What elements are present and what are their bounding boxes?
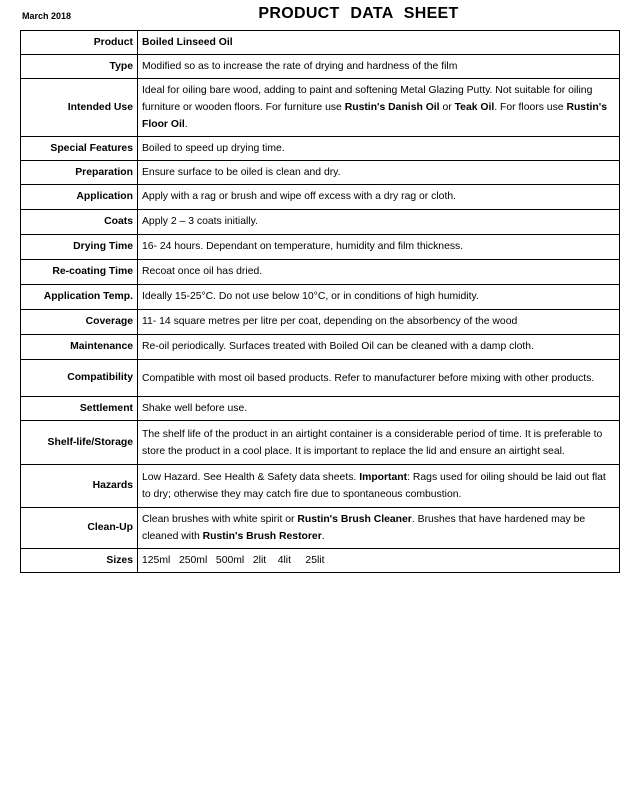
application-temp-label: Application Temp. [21, 285, 138, 310]
hazards-bold-1: Important [359, 472, 408, 483]
blank-page-area [0, 600, 643, 800]
row-recoating-time [21, 260, 620, 285]
preparation-label: Preparation [21, 161, 138, 185]
special-features-label: Special Features [21, 137, 138, 161]
cleanup-text-3: . [321, 531, 325, 542]
coats-label: Coats [21, 210, 138, 235]
drying-time-value: 16- 24 hours. Dependant on temperature, humidity and film thickness. [138, 235, 620, 260]
maintenance-value: Re-oil periodically. Surfaces treated with Boiled Oil can be cleaned with a damp cloth. [138, 335, 620, 360]
hazards-text-1: Low Hazard. See Health & Safety data sheets. [142, 472, 360, 483]
intended-use-text-4: . [184, 119, 188, 130]
hazards-text-2: : Rags used for oiling should be laid out flat to dry; otherwise they may catch fire due to spontaneous combustion. [142, 472, 606, 500]
intended-use-text-1: Ideal for oiling bare wood, adding to paint and softening Metal Glazing Putty. Not suitable for oiling furniture or wooden floors. For furniture use [142, 85, 593, 113]
hazards-label: Hazards [21, 465, 138, 508]
cleanup-value [138, 508, 620, 549]
row-coats [21, 210, 620, 235]
row-compatibility [21, 360, 620, 397]
maintenance-label: Maintenance [21, 335, 138, 360]
type-value: Modified so as to increase the rate of drying and hardness of the film [138, 55, 620, 79]
row-shelf-life [21, 421, 620, 465]
intended-use-value [138, 79, 620, 137]
intended-use-bold-2: Teak Oil [454, 102, 495, 113]
drying-time-label: Drying Time [21, 235, 138, 260]
cleanup-label: Clean-Up [21, 508, 138, 549]
type-label: Type [21, 55, 138, 79]
recoating-time-label: Re-coating Time [21, 260, 138, 285]
row-coverage [21, 310, 620, 335]
row-cleanup [21, 508, 620, 549]
row-preparation [21, 161, 620, 185]
cleanup-text-2: . Brushes that have hardened may be cleaned with [142, 514, 586, 542]
cleanup-text-1: Clean brushes with white spirit or [142, 514, 298, 525]
preparation-value: Ensure surface to be oiled is clean and dry. [138, 161, 620, 185]
intended-use-text-3: . For floors use [494, 102, 567, 113]
settlement-label: Settlement [21, 397, 138, 421]
row-application-temp [21, 285, 620, 310]
row-intended-use [21, 79, 620, 137]
intended-use-label: Intended Use [21, 79, 138, 137]
row-type [21, 55, 620, 79]
cleanup-bold-2: Rustin's Brush Restorer [202, 531, 322, 542]
coats-value: Apply 2 – 3 coats initially. [138, 210, 620, 235]
cleanup-bold-1: Rustin's Brush Cleaner [297, 514, 412, 525]
shelf-life-label: Shelf-life/Storage [21, 421, 138, 465]
special-features-value: Boiled to speed up drying time. [138, 137, 620, 161]
hazards-value [138, 465, 620, 508]
page-title-text: PRODUCT DATA SHEET [258, 5, 459, 22]
row-settlement [21, 397, 620, 421]
application-label: Application [21, 185, 138, 210]
row-sizes [21, 549, 620, 573]
settlement-value: Shake well before use. [138, 397, 620, 421]
row-product [21, 31, 620, 55]
product-data-table [20, 30, 620, 573]
application-temp-value: Ideally 15-25°C. Do not use below 10°C, or in conditions of high humidity. [138, 285, 620, 310]
shelf-life-value: The shelf life of the product in an airtight container is a considerable period of time. It is preferable to store the product in a cool place. It is important to replace the lid and ensure an airtight seal. [138, 421, 620, 465]
coverage-value: 11- 14 square metres per litre per coat, depending on the absorbency of the wood [138, 310, 620, 335]
recoating-time-value: Recoat once oil has dried. [138, 260, 620, 285]
row-maintenance [21, 335, 620, 360]
coverage-label: Coverage [21, 310, 138, 335]
intended-use-bold-1: Rustin's Danish Oil [344, 102, 440, 113]
row-special-features [21, 137, 620, 161]
document-date: March 2018 [22, 11, 72, 21]
row-drying-time [21, 235, 620, 260]
row-hazards [21, 465, 620, 508]
compatibility-value: Compatible with most oil based products. Refer to manufacturer before mixing with other products. [138, 360, 620, 397]
sizes-value: 125ml 250ml 500ml 2lit 4lit 25lit [138, 549, 620, 573]
row-application [21, 185, 620, 210]
product-value: Boiled Linseed Oil [138, 31, 620, 55]
compatibility-label: Compatibility [21, 360, 138, 397]
product-label: Product [21, 31, 138, 55]
sizes-label: Sizes [21, 549, 138, 573]
intended-use-text-2: or [439, 102, 455, 113]
intended-use-bold-3: Rustin's Floor Oil [142, 102, 608, 130]
application-value: Apply with a rag or brush and wipe off excess with a dry rag or cloth. [138, 185, 620, 210]
page-title [0, 5, 643, 23]
